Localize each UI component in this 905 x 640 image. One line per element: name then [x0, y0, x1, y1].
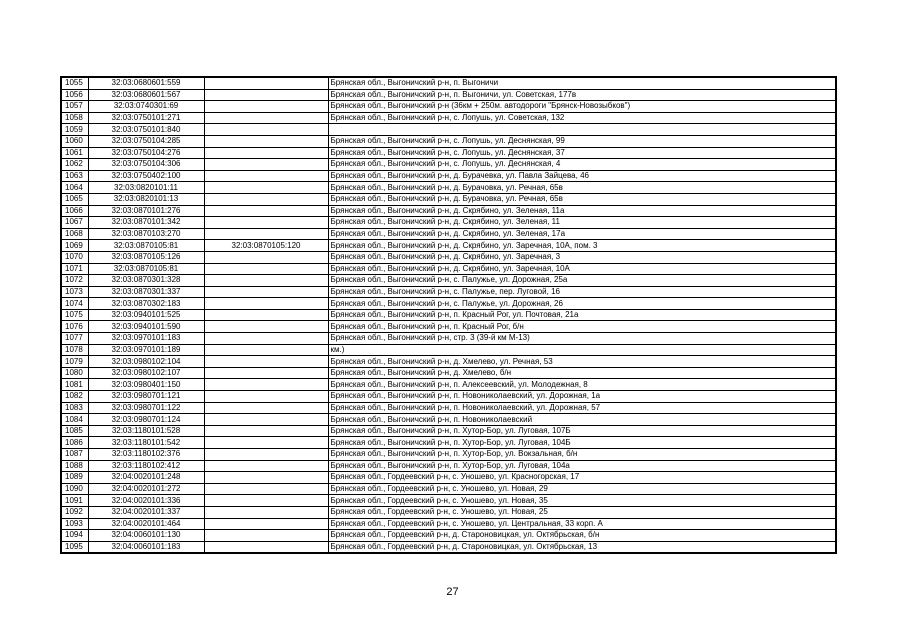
related-cadastral-number-cell: [204, 159, 328, 171]
address-cell: Брянская обл., Гордеевский р-н, с. Уношево, ул. Новая, 29: [328, 483, 836, 495]
cadastral-number-cell: 32:04:0020101:272: [88, 483, 204, 495]
related-cadastral-number-cell: [204, 275, 328, 287]
address-cell: Брянская обл., Выгоничский р-н, п. Красный Рог, б/н: [328, 321, 836, 333]
address-cell: Брянская обл., Выгоничский р-н, д. Скрябино, ул. Зеленая, 11: [328, 217, 836, 229]
row-number-cell: 1061: [61, 147, 88, 159]
address-cell: Брянская обл., Гордеевский р-н, с. Уношево, ул. Новая, 35: [328, 495, 836, 507]
related-cadastral-number-cell: [204, 391, 328, 403]
address-cell: Брянская обл., Выгоничский р-н, д. Скрябино, ул. Зеленая, 17а: [328, 228, 836, 240]
related-cadastral-number-cell: [204, 530, 328, 542]
cadastral-number-cell: 32:04:0020101:336: [88, 495, 204, 507]
row-number-cell: 1078: [61, 344, 88, 356]
row-number-cell: 1057: [61, 101, 88, 113]
related-cadastral-number-cell: [204, 135, 328, 147]
row-number-cell: 1062: [61, 159, 88, 171]
row-number-cell: 1073: [61, 286, 88, 298]
row-number-cell: 1067: [61, 217, 88, 229]
cadastral-number-cell: 32:03:0870105:126: [88, 251, 204, 263]
table-row: [61, 437, 836, 449]
table-body: [61, 77, 836, 553]
row-number-cell: 1063: [61, 170, 88, 182]
related-cadastral-number-cell: [204, 402, 328, 414]
cadastral-number-cell: 32:03:0820101:11: [88, 182, 204, 194]
table-row: [61, 159, 836, 171]
cadastral-number-cell: 32:03:1180102:412: [88, 460, 204, 472]
table-row: [61, 263, 836, 275]
related-cadastral-number-cell: [204, 147, 328, 159]
related-cadastral-number-cell: [204, 483, 328, 495]
address-cell: Брянская обл., Выгоничский р-н, д. Хмелево, ул. Речная, 53: [328, 356, 836, 368]
related-cadastral-number-cell: [204, 170, 328, 182]
cadastral-number-cell: 32:04:0060101:130: [88, 530, 204, 542]
address-cell: Брянская обл., Выгоничский р-н, с. Палужье, ул. Дорожная, 25а: [328, 275, 836, 287]
table-row: [61, 402, 836, 414]
address-cell: Брянская обл., Выгоничский р-н, д. Скрябино, ул. Заречная, 10А, пом. 3: [328, 240, 836, 252]
cadastral-number-cell: 32:03:0870301:328: [88, 275, 204, 287]
cadastral-number-cell: 32:04:0020101:337: [88, 506, 204, 518]
cadastral-number-cell: 32:03:0980401:150: [88, 379, 204, 391]
address-cell: Брянская обл., Выгоничский р-н, с. Лопушь, ул. Деснянская, 99: [328, 135, 836, 147]
row-number-cell: 1088: [61, 460, 88, 472]
table-row: [61, 391, 836, 403]
table-row: [61, 530, 836, 542]
address-cell: Брянская обл., Выгоничский р-н, п. Новониколаевский: [328, 414, 836, 426]
table-row: [61, 379, 836, 391]
row-number-cell: 1084: [61, 414, 88, 426]
cadastral-number-cell: 32:04:0060101:183: [88, 541, 204, 553]
table-row: [61, 170, 836, 182]
row-number-cell: 1060: [61, 135, 88, 147]
related-cadastral-number-cell: [204, 217, 328, 229]
address-cell: Брянская обл., Выгоничский р-н, п. Хутор-Бор, ул. Луговая, 104а: [328, 460, 836, 472]
row-number-cell: 1075: [61, 309, 88, 321]
table-row: [61, 495, 836, 507]
row-number-cell: 1087: [61, 449, 88, 461]
related-cadastral-number-cell: [204, 449, 328, 461]
related-cadastral-number-cell: [204, 472, 328, 484]
table-row: [61, 77, 836, 89]
table-row: [61, 101, 836, 113]
cadastral-number-cell: 32:03:0970101:183: [88, 333, 204, 345]
row-number-cell: 1072: [61, 275, 88, 287]
row-number-cell: 1064: [61, 182, 88, 194]
row-number-cell: 1089: [61, 472, 88, 484]
row-number-cell: 1070: [61, 251, 88, 263]
cadastral-number-cell: 32:03:0750104:276: [88, 147, 204, 159]
row-number-cell: 1071: [61, 263, 88, 275]
row-number-cell: 1068: [61, 228, 88, 240]
address-cell: Брянская обл., Выгоничский р-н, п. Хутор-Бор, ул. Луговая, 104Б: [328, 437, 836, 449]
related-cadastral-number-cell: [204, 379, 328, 391]
table-row: [61, 333, 836, 345]
table-row: [61, 240, 836, 252]
table-row: [61, 309, 836, 321]
row-number-cell: 1083: [61, 402, 88, 414]
cadastral-number-cell: 32:03:0870101:276: [88, 205, 204, 217]
cadastral-number-cell: 32:03:0940101:525: [88, 309, 204, 321]
table-row: [61, 483, 836, 495]
cadastral-number-cell: 32:03:0980701:122: [88, 402, 204, 414]
address-cell: Брянская обл., Гордеевский р-н, д. Староновицкая, ул. Октябрьская, 13: [328, 541, 836, 553]
row-number-cell: 1082: [61, 391, 88, 403]
address-cell: [328, 124, 836, 136]
address-cell: Брянская обл., Выгоничский р-н, п. Красный Рог, ул. Почтовая, 21а: [328, 309, 836, 321]
related-cadastral-number-cell: [204, 506, 328, 518]
address-cell: Брянская обл., Выгоничский р-н, с. Лопушь, ул. Деснянская, 37: [328, 147, 836, 159]
table-row: [61, 182, 836, 194]
cadastral-number-cell: 32:04:0020101:248: [88, 472, 204, 484]
row-number-cell: 1056: [61, 89, 88, 101]
related-cadastral-number-cell: [204, 193, 328, 205]
address-cell: Брянская обл., Выгоничский р-н, с. Палужье, ул. Дорожная, 26: [328, 298, 836, 310]
property-table: [60, 76, 837, 554]
related-cadastral-number-cell: [204, 182, 328, 194]
row-number-cell: 1058: [61, 112, 88, 124]
address-cell: Брянская обл., Выгоничский р-н, стр. 3 (39-й км М-13): [328, 333, 836, 345]
row-number-cell: 1055: [61, 77, 88, 89]
related-cadastral-number-cell: [204, 298, 328, 310]
cadastral-number-cell: 32:03:0940101:590: [88, 321, 204, 333]
table-row: [61, 414, 836, 426]
table-row: [61, 228, 836, 240]
table-row: [61, 193, 836, 205]
table-row: [61, 286, 836, 298]
table-row: [61, 344, 836, 356]
cadastral-number-cell: 32:03:0870302:183: [88, 298, 204, 310]
row-number-cell: 1080: [61, 367, 88, 379]
table-row: [61, 275, 836, 287]
cadastral-number-cell: 32:03:0750101:271: [88, 112, 204, 124]
table-row: [61, 356, 836, 368]
table-row: [61, 298, 836, 310]
cadastral-number-cell: 32:03:0980701:121: [88, 391, 204, 403]
cadastral-number-cell: 32:03:0750104:306: [88, 159, 204, 171]
table-row: [61, 541, 836, 553]
row-number-cell: 1079: [61, 356, 88, 368]
row-number-cell: 1085: [61, 425, 88, 437]
related-cadastral-number-cell: [204, 286, 328, 298]
related-cadastral-number-cell: [204, 112, 328, 124]
cadastral-number-cell: 32:03:0680601:559: [88, 77, 204, 89]
address-cell: Брянская обл., Выгоничский р-н, с. Палужье, пер. Луговой, 16: [328, 286, 836, 298]
related-cadastral-number-cell: [204, 414, 328, 426]
address-cell: Брянская обл., Гордеевский р-н, с. Уношево, ул. Новая, 25: [328, 506, 836, 518]
address-cell: Брянская обл., Выгоничский р-н, д. Бурачевка, ул. Павла Зайцева, 46: [328, 170, 836, 182]
cadastral-number-cell: 32:03:1180101:542: [88, 437, 204, 449]
address-cell: Брянская обл., Выгоничский р-н, д. Хмелево, б/н: [328, 367, 836, 379]
row-number-cell: 1090: [61, 483, 88, 495]
table-row: [61, 135, 836, 147]
cadastral-number-cell: 32:03:0740301:69: [88, 101, 204, 113]
row-number-cell: 1074: [61, 298, 88, 310]
table-row: [61, 472, 836, 484]
related-cadastral-number-cell: [204, 460, 328, 472]
page-number: 27: [446, 586, 459, 598]
related-cadastral-number-cell: [204, 321, 328, 333]
address-cell: Брянская обл., Гордеевский р-н, с. Уношево, ул. Красногорская, 17: [328, 472, 836, 484]
address-cell: Брянская обл., Выгоничский р-н, п. Алексеевский, ул. Молодежная, 8: [328, 379, 836, 391]
cadastral-number-cell: 32:03:0980701:124: [88, 414, 204, 426]
row-number-cell: 1059: [61, 124, 88, 136]
row-number-cell: 1076: [61, 321, 88, 333]
address-cell: Брянская обл., Выгоничский р-н, д. Бурачовка, ул. Речная, 65в: [328, 182, 836, 194]
cadastral-number-cell: 32:03:0870105:81: [88, 263, 204, 275]
table-row: [61, 506, 836, 518]
related-cadastral-number-cell: [204, 344, 328, 356]
address-cell: Брянская обл., Выгоничский р-н, с. Лопушь, ул. Советская, 132: [328, 112, 836, 124]
table-row: [61, 425, 836, 437]
cadastral-number-cell: 32:03:0870301:337: [88, 286, 204, 298]
table-row: [61, 460, 836, 472]
address-cell: Брянская обл., Гордеевский р-н, д. Староновицкая, ул. Октябрьская, б/н: [328, 530, 836, 542]
row-number-cell: 1095: [61, 541, 88, 553]
related-cadastral-number-cell: [204, 205, 328, 217]
related-cadastral-number-cell: [204, 425, 328, 437]
row-number-cell: 1077: [61, 333, 88, 345]
related-cadastral-number-cell: [204, 356, 328, 368]
related-cadastral-number-cell: [204, 77, 328, 89]
cadastral-number-cell: 32:03:1180101:528: [88, 425, 204, 437]
table-row: [61, 89, 836, 101]
related-cadastral-number-cell: [204, 309, 328, 321]
row-number-cell: 1092: [61, 506, 88, 518]
related-cadastral-number-cell: 32:03:0870105:120: [204, 240, 328, 252]
table-row: [61, 124, 836, 136]
related-cadastral-number-cell: [204, 228, 328, 240]
table-row: [61, 449, 836, 461]
cadastral-number-cell: 32:03:0750101:840: [88, 124, 204, 136]
cadastral-number-cell: 32:03:0680601:567: [88, 89, 204, 101]
row-number-cell: 1086: [61, 437, 88, 449]
related-cadastral-number-cell: [204, 333, 328, 345]
cadastral-number-cell: 32:03:0820101:13: [88, 193, 204, 205]
address-cell: Брянская обл., Выгоничский р-н, п. Новониколаевский, ул. Дорожная, 57: [328, 402, 836, 414]
related-cadastral-number-cell: [204, 495, 328, 507]
row-number-cell: 1093: [61, 518, 88, 530]
row-number-cell: 1094: [61, 530, 88, 542]
cadastral-number-cell: 32:03:0980102:104: [88, 356, 204, 368]
cadastral-number-cell: 32:03:0970101:189: [88, 344, 204, 356]
table-row: [61, 112, 836, 124]
related-cadastral-number-cell: [204, 251, 328, 263]
table-row: [61, 367, 836, 379]
address-cell: Брянская обл., Выгоничский р-н, п. Хутор-Бор, ул. Вокзальная, б/н: [328, 449, 836, 461]
address-cell: Брянская обл., Выгоничский р-н, п. Новониколаевский, ул. Дорожная, 1а: [328, 391, 836, 403]
table-row: [61, 321, 836, 333]
table-row: [61, 217, 836, 229]
address-cell: Брянская обл., Выгоничский р-н (36км + 250м. автодороги "Брянск-Новозыбков"): [328, 101, 836, 113]
related-cadastral-number-cell: [204, 263, 328, 275]
cadastral-number-cell: 32:03:0750402:100: [88, 170, 204, 182]
cadastral-number-cell: 32:03:0870101:342: [88, 217, 204, 229]
address-cell: Брянская обл., Выгоничский р-н, д. Скрябино, ул. Заречная, 3: [328, 251, 836, 263]
cadastral-number-cell: 32:03:1180102:376: [88, 449, 204, 461]
related-cadastral-number-cell: [204, 518, 328, 530]
address-cell: км.): [328, 344, 836, 356]
cadastral-number-cell: 32:04:0020101:464: [88, 518, 204, 530]
related-cadastral-number-cell: [204, 367, 328, 379]
table-row: [61, 518, 836, 530]
cadastral-number-cell: 32:03:0870105:81: [88, 240, 204, 252]
related-cadastral-number-cell: [204, 89, 328, 101]
address-cell: Брянская обл., Выгоничский р-н, д. Скрябино, ул. Заречная, 10А: [328, 263, 836, 275]
related-cadastral-number-cell: [204, 101, 328, 113]
row-number-cell: 1081: [61, 379, 88, 391]
related-cadastral-number-cell: [204, 124, 328, 136]
row-number-cell: 1065: [61, 193, 88, 205]
row-number-cell: 1091: [61, 495, 88, 507]
address-cell: Брянская обл., Выгоничский р-н, д. Скрябино, ул. Зеленая, 11а: [328, 205, 836, 217]
address-cell: Брянская обл., Гордеевский р-н, с. Уношево, ул. Центральная, 33 корп. А: [328, 518, 836, 530]
address-cell: Брянская обл., Выгоничский р-н, п. Хутор-Бор, ул. Луговая, 107Б: [328, 425, 836, 437]
table-row: [61, 147, 836, 159]
address-cell: Брянская обл., Выгоничский р-н, п. Выгоничи, ул. Советская, 177в: [328, 89, 836, 101]
cadastral-number-cell: 32:03:0870103:270: [88, 228, 204, 240]
table-row: [61, 251, 836, 263]
cadastral-number-cell: 32:03:0750104:285: [88, 135, 204, 147]
address-cell: Брянская обл., Выгоничский р-н, п. Выгоничи: [328, 77, 836, 89]
address-cell: Брянская обл., Выгоничский р-н, с. Лопушь, ул. Деснянская, 4: [328, 159, 836, 171]
related-cadastral-number-cell: [204, 541, 328, 553]
row-number-cell: 1069: [61, 240, 88, 252]
table-row: [61, 205, 836, 217]
address-cell: Брянская обл., Выгоничский р-н, д. Бурачовка, ул. Речная, 65в: [328, 193, 836, 205]
row-number-cell: 1066: [61, 205, 88, 217]
cadastral-number-cell: 32:03:0980102:107: [88, 367, 204, 379]
related-cadastral-number-cell: [204, 437, 328, 449]
